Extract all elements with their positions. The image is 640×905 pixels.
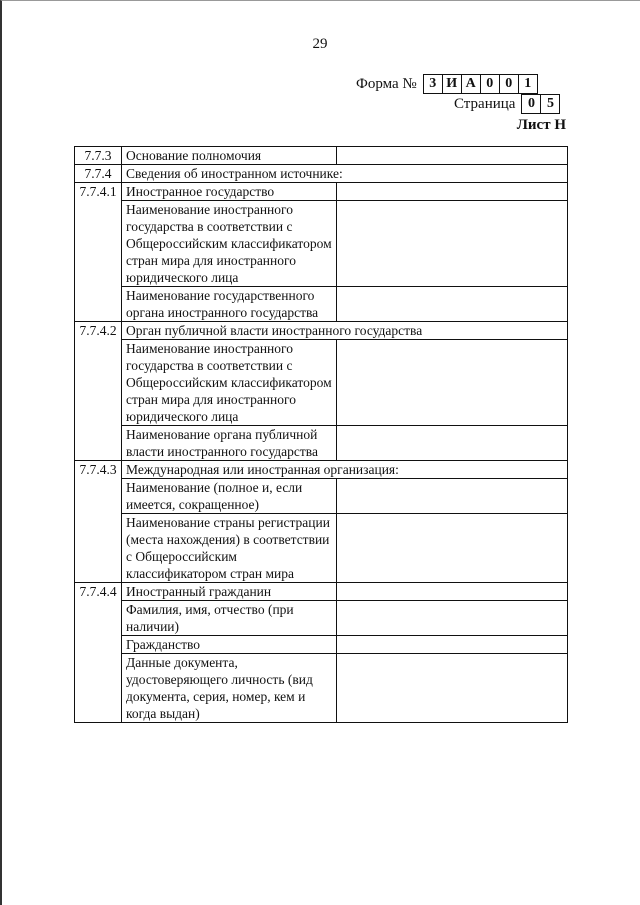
- form-number-cell: 0: [480, 74, 500, 94]
- sub-label: Гражданство: [122, 636, 337, 654]
- value-cell: [337, 201, 568, 287]
- page-label: Страница: [454, 95, 516, 112]
- form-number-cell: И: [442, 74, 462, 94]
- form-number-cell: 3: [423, 74, 443, 94]
- value-cell: [337, 583, 568, 601]
- value-cell: [337, 183, 568, 201]
- value-cell: [337, 426, 568, 461]
- page-number-line: [454, 94, 560, 114]
- form-number-line: [356, 74, 538, 94]
- row-number: 7.7.3: [75, 147, 122, 165]
- table-row: [75, 601, 568, 636]
- value-cell: [337, 514, 568, 583]
- table-row: [75, 165, 568, 183]
- value-cell: [337, 340, 568, 426]
- table-row: [75, 479, 568, 514]
- row-label: Иностранный гражданин: [122, 583, 337, 601]
- table-row: [75, 426, 568, 461]
- sub-label: Наименование страны регистрации (места нахождения) в соответствии с Общероссийским классификатором стран мира: [122, 514, 337, 583]
- row-number: 7.7.4.1: [75, 183, 122, 322]
- page-cell: 0: [521, 94, 541, 114]
- form-number-label: Форма №: [356, 75, 417, 92]
- row-label: Сведения об иностранном источнике:: [122, 165, 568, 183]
- table-row: [75, 636, 568, 654]
- table-row: [75, 340, 568, 426]
- sub-label: Данные документа, удостоверяющего личность (вид документа, серия, номер, кем и когда выдан): [122, 654, 337, 723]
- value-cell: [337, 147, 568, 165]
- sub-label: Наименование государственного органа иностранного государства: [122, 287, 337, 322]
- table-row: [75, 654, 568, 723]
- form-number-cell: А: [461, 74, 481, 94]
- sub-label: Наименование иностранного государства в соответствии с Общероссийским классификатором стран мира для иностранного юридического лица: [122, 201, 337, 287]
- page-cells: [521, 94, 560, 114]
- row-label: Международная или иностранная организация:: [122, 461, 568, 479]
- form-number-cells: [423, 74, 538, 94]
- table-row: [75, 147, 568, 165]
- row-number: 7.7.4: [75, 165, 122, 183]
- sub-label: Наименование (полное и, если имеется, сокращенное): [122, 479, 337, 514]
- table-row: [75, 201, 568, 287]
- row-label: Иностранное государство: [122, 183, 337, 201]
- table-row: [75, 514, 568, 583]
- table-row: [75, 583, 568, 601]
- table-row: [75, 461, 568, 479]
- row-label: Основание полномочия: [122, 147, 337, 165]
- table-row: [75, 287, 568, 322]
- value-cell: [337, 287, 568, 322]
- value-cell: [337, 479, 568, 514]
- sub-label: Наименование иностранного государства в соответствии с Общероссийским классификатором стран мира для иностранного юридического лица: [122, 340, 337, 426]
- row-number: 7.7.4.4: [75, 583, 122, 723]
- value-cell: [337, 636, 568, 654]
- value-cell: [337, 654, 568, 723]
- page-number: 29: [312, 36, 328, 52]
- sub-label: Наименование органа публичной власти иностранного государства: [122, 426, 337, 461]
- form-number-cell: 0: [499, 74, 519, 94]
- form-number-cell: 1: [518, 74, 538, 94]
- foreign-source-table: [74, 146, 568, 723]
- table-row: [75, 322, 568, 340]
- row-label: Орган публичной власти иностранного государства: [122, 322, 568, 340]
- sheet-label: Лист Н: [516, 117, 566, 133]
- table-row: [75, 183, 568, 201]
- row-number: 7.7.4.3: [75, 461, 122, 583]
- page-cell: 5: [540, 94, 560, 114]
- value-cell: [337, 601, 568, 636]
- sub-label: Фамилия, имя, отчество (при наличии): [122, 601, 337, 636]
- row-number: 7.7.4.2: [75, 322, 122, 461]
